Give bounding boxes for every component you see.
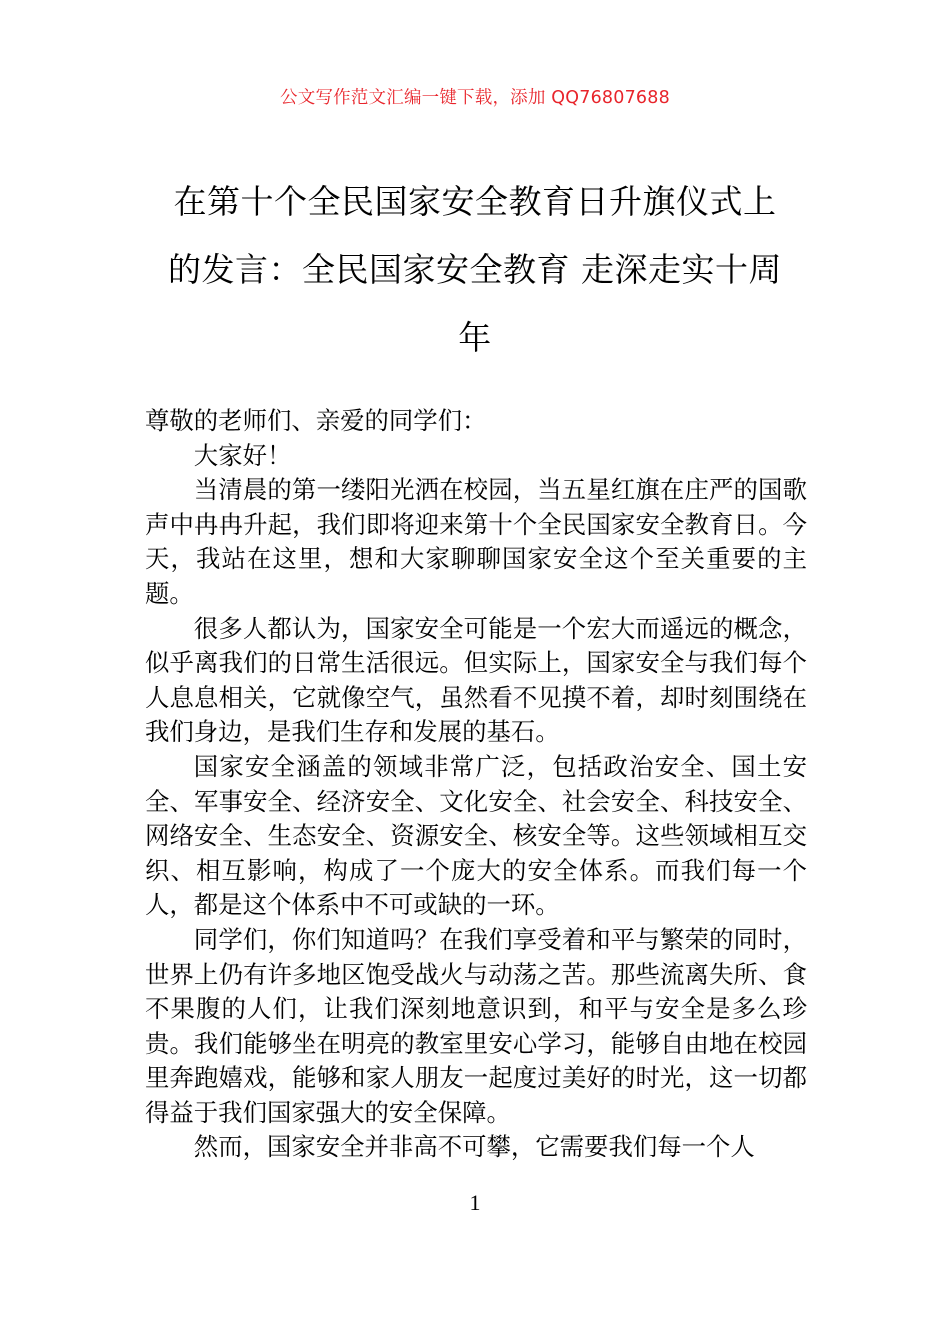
document-body	[145, 404, 807, 1165]
paragraph-greeting: 大家好！	[193, 440, 292, 470]
paragraph: 然而，国家安全并非高不可攀，它需要我们每一个人	[193, 1132, 755, 1162]
title-line-1: 在第十个全民国家安全教育日升旗仪式上	[173, 182, 777, 221]
title-line-2: 的发言：全民国家安全教育 走深走实十周	[168, 250, 782, 289]
page-number: 1	[469, 1190, 481, 1215]
paragraph: 国家安全涵盖的领域非常广泛，包括政治安全、国土安全、军事安全、经济安全、文化安全、社会安全、科技安全、网络安全、生态安全、资源安全、核安全等。这些领域相互交织、相互影响，构成了一个庞大的安全体系。而我们每一个人，都是这个体系中不可或缺的一环。	[145, 751, 807, 920]
salutation: 尊敬的老师们、亲爱的同学们：	[145, 406, 487, 435]
paragraph: 同学们，你们知道吗？在我们享受着和平与繁荣的同时，世界上仍有许多地区饱受战火与动荡之苦。那些流离失所、食不果腹的人们，让我们深刻地意识到，和平与安全是多么珍贵。我们能够坐在明亮的教室里安心学习，能够自由地在校园里奔跑嬉戏，能够和家人朋友一起度过美好的时光，这一切都得益于我们国家强大的安全保障。	[145, 924, 807, 1127]
header-note: 公文写作范文汇编一键下载，添加 QQ76807688	[280, 88, 670, 108]
title-line-3: 年	[458, 318, 492, 357]
document-title	[145, 168, 805, 372]
paragraph: 当清晨的第一缕阳光洒在校园，当五星红旗在庄严的国歌声中冉冉升起，我们即将迎来第十个全民国家安全教育日。今天，我站在这里，想和大家聊聊国家安全这个至关重要的主题。	[145, 475, 807, 608]
paragraph: 很多人都认为，国家安全可能是一个宏大而遥远的概念，似乎离我们的日常生活很远。但实际上，国家安全与我们每个人息息相关，它就像空气，虽然看不见摸不着，却时刻围绕在我们身边，是我们生存和发展的基石。	[145, 613, 807, 747]
